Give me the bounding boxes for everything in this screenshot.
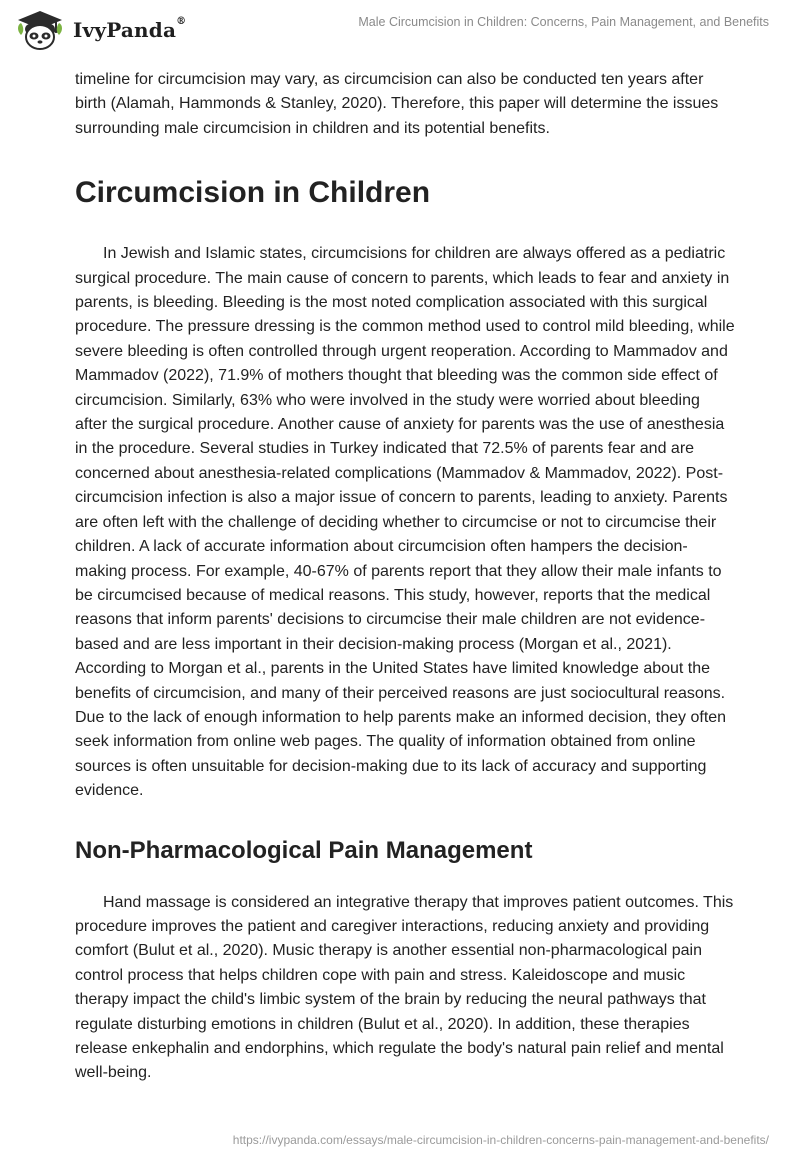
footer-source-url[interactable]: https://ivypanda.com/essays/male-circumcision-in-children-concerns-pain-management-and-benefits/ bbox=[232, 1133, 769, 1147]
intro-paragraph: timeline for circumcision may vary, as circumcision can also be conducted ten years after birth (Alamah, Hammonds & Stanley, 2020). Therefore, this paper will determine the issues surrounding male circumcision in children and its potential benefits. bbox=[75, 71, 719, 137]
section2-paragraph: Hand massage is considered an integrative therapy that improves patient outcomes. This procedure improves the patient and caregiver interactions, reducing anxiety and providing comfort (Bulut et al., 2020). Music therapy is another essential non-pharmacological pain control process that helps children cope with pain and stress. Kaleidoscope and music therapy impact the child's limbic system of the brain by reducing the neural pathways that regulate disturbing emotions in children (Bulut et al., 2020). In addition, these therapies release enkephalin and endorphins, which regulate the body's natural pain relief and mental well-being. bbox=[75, 893, 734, 1082]
ivypanda-logo[interactable] bbox=[15, 9, 186, 51]
brand-name: IvyPanda® bbox=[73, 16, 187, 42]
section1-paragraph: In Jewish and Islamic states, circumcisions for children are always offered as a pediatric surgical procedure. The main cause of concern to parents, which leads to fear and anxiety in parents, is bleeding. Bleeding is the most noted complication associated with this surgical procedure. The pressure dressing is the common method used to control mild bleeding, while severe bleeding is often controlled through urgent reoperation. According to Mammadov and Mammadov (2022), 71.9% of mothers thought that bleeding was the common side effect of circumcision. Similarly, 63% who were involved in the study were worried about bleeding after the surgical procedure. Another cause of anxiety for parents was the use of anesthesia in the procedure. Several studies in Turkey indicated that 72.5% of parents fear and are concerned about anesthesia-related complications (Mammadov & Mammadov, 2022). Post-circumcision infection is also a major issue of concern to parents, leading to anxiety. Parents are often left with the challenge of deciding whether to circumcise or not to circumcise their children. A lack of accurate information about circumcision often hampers the decision-making process. For example, 40-67% of parents report that they allow their male infants to be circumcised because of medical reasons. This study, however, reports that the medical reasons that inform parents' decisions to circumcise their male children are not evidence-based and are less important in their decision-making process (Morgan et al., 2021). According to Morgan et al., parents in the United States have limited knowledge about the benefits of circumcision, and many of their perceived reasons are just sociocultural reasons. Due to the lack of enough information to help parents make an informed decision, they often seek information from online web pages. The quality of information obtained from online sources is often unsuitable for decision-making due to its lack of accuracy and supporting evidence. bbox=[75, 245, 735, 800]
registered-mark: ® bbox=[176, 16, 187, 27]
section-heading-circumcision-in-children: Circumcision in Children bbox=[75, 176, 431, 210]
page-header bbox=[0, 0, 800, 64]
document-title: Male Circumcision in Children: Concerns, Pain Management, and Benefits bbox=[358, 15, 769, 29]
essay-content bbox=[75, 68, 735, 1086]
section-heading-non-pharmacological-pain-management: Non-Pharmacological Pain Management bbox=[75, 836, 533, 864]
panda-graduate-icon bbox=[15, 9, 65, 51]
